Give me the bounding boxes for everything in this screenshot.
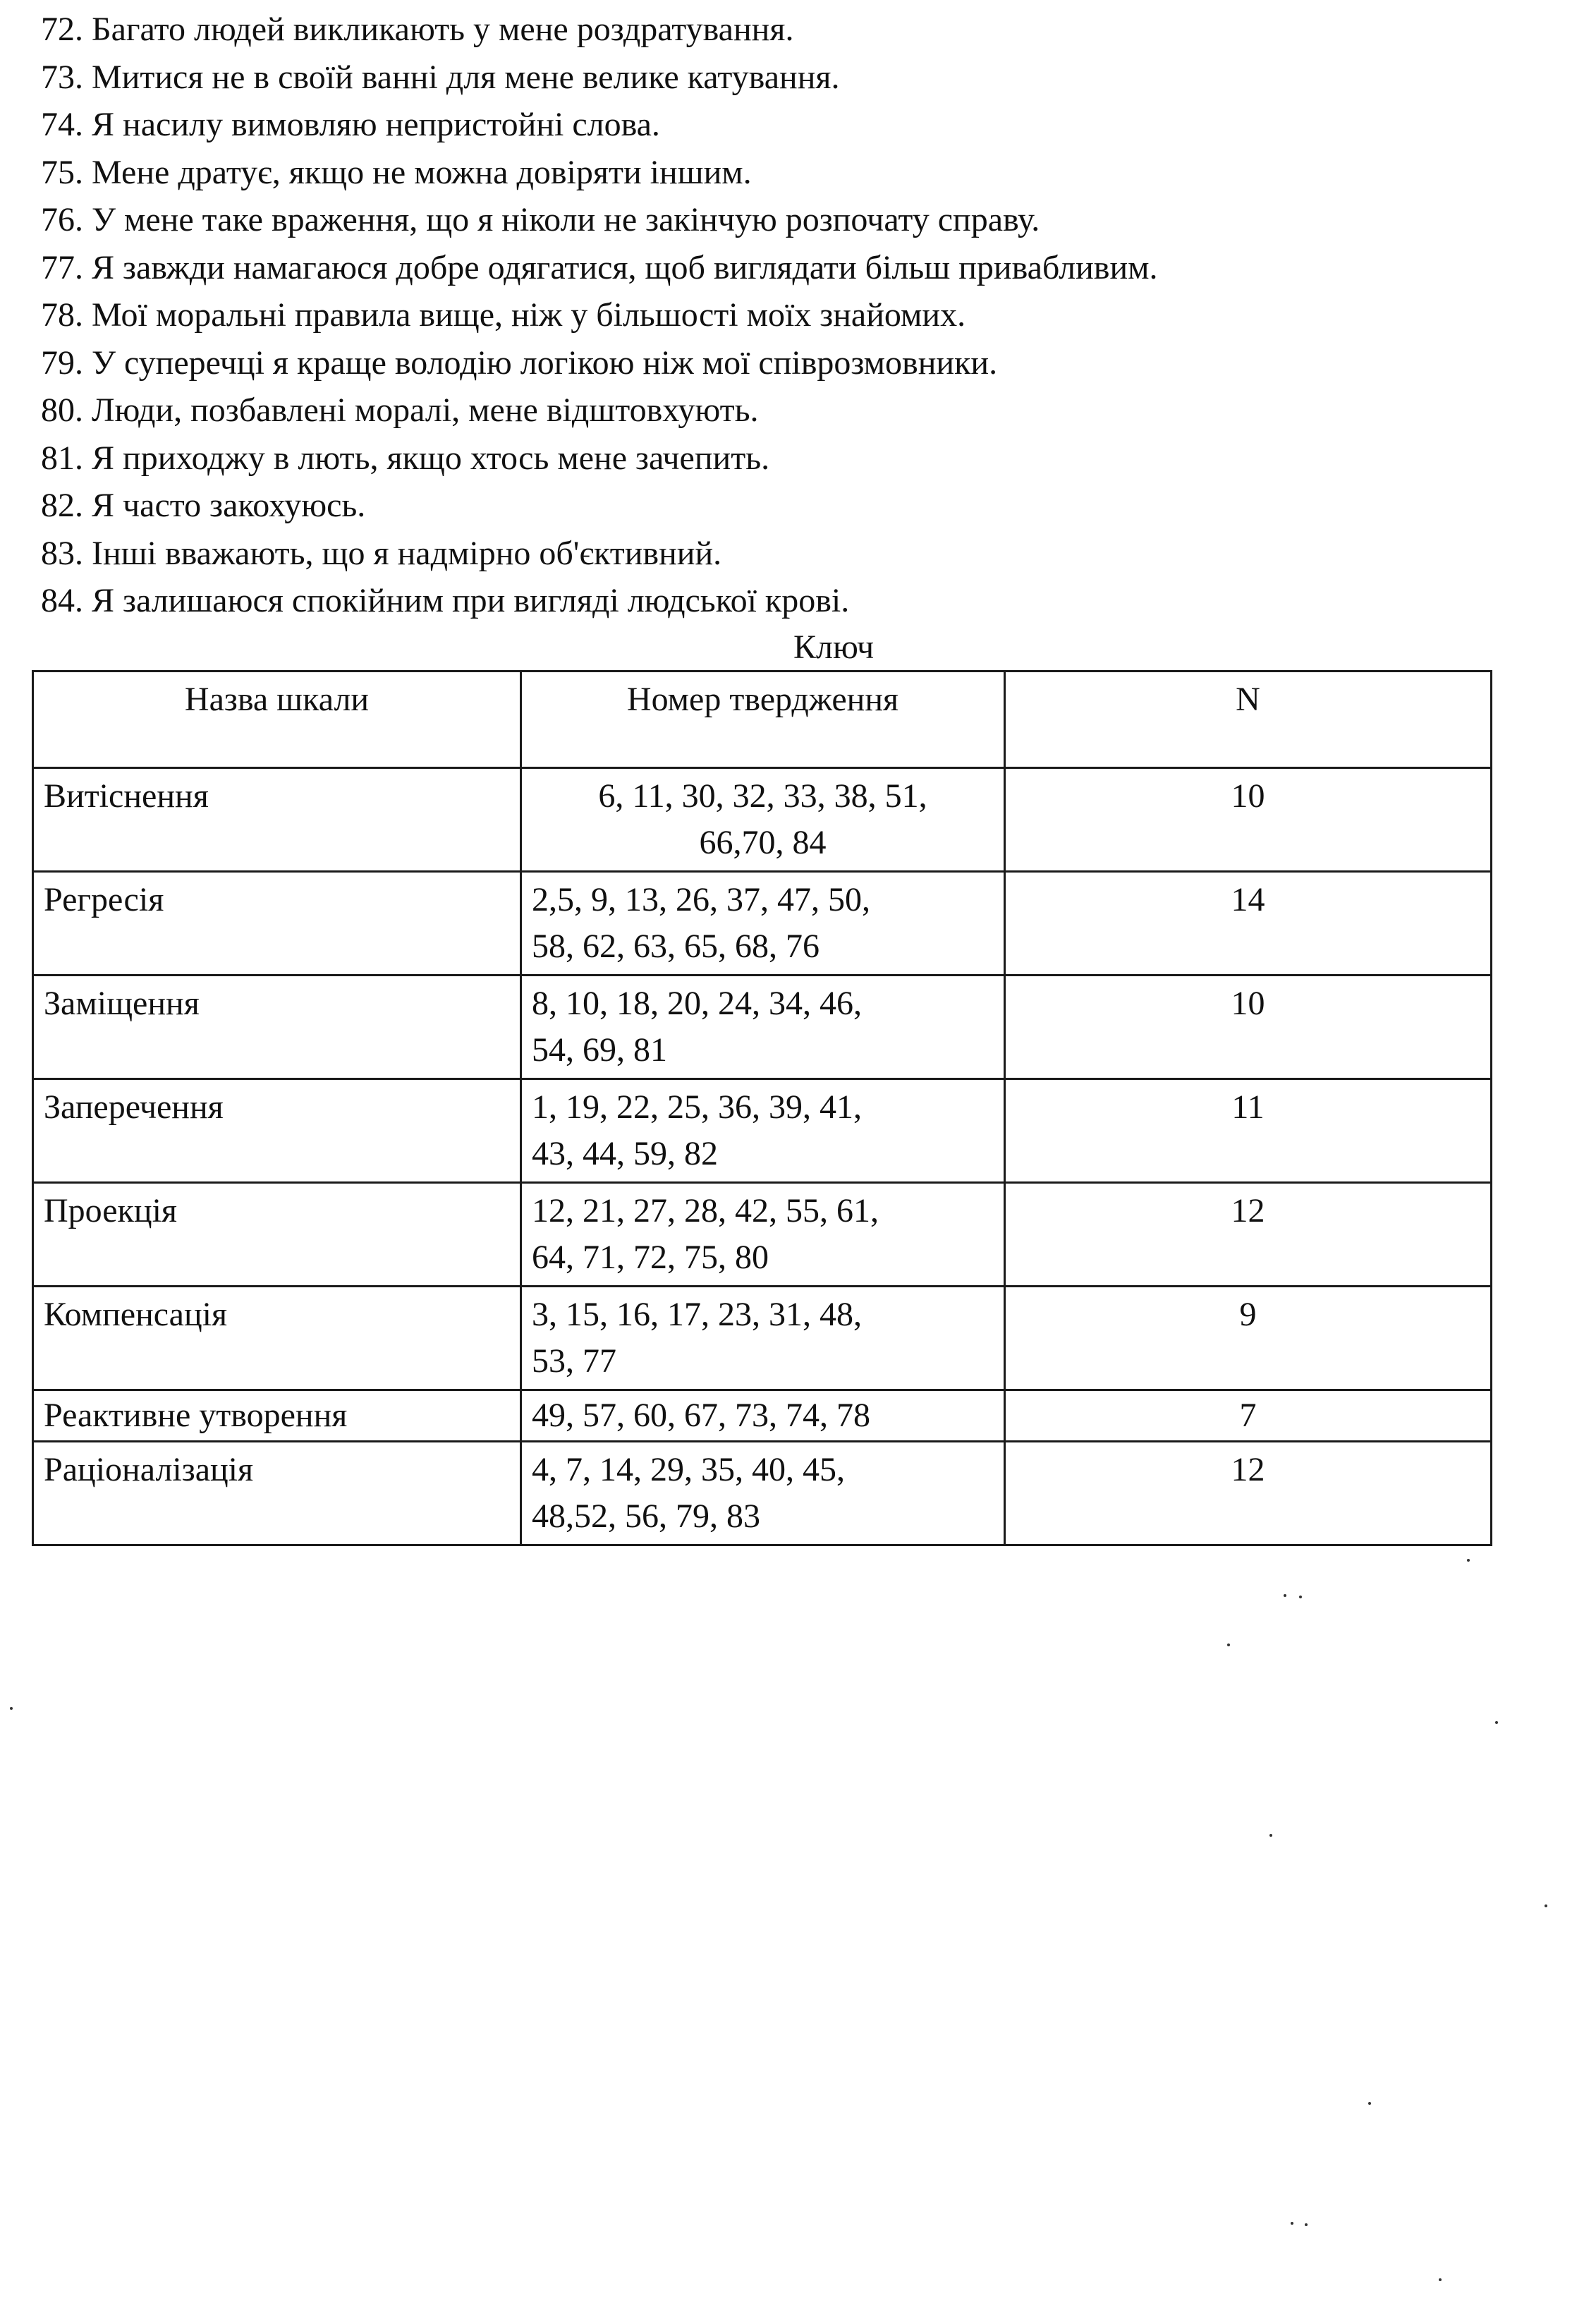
- scale-name: Реактивне утворення: [33, 1390, 521, 1442]
- item-count: 12: [1005, 1183, 1492, 1287]
- scan-speck: [1368, 2102, 1371, 2105]
- scan-speck: [1291, 2222, 1293, 2225]
- scan-speck: [1269, 1834, 1272, 1837]
- scan-speck: [1227, 1643, 1230, 1646]
- scan-speck: [1299, 1596, 1302, 1598]
- item-count: 7: [1005, 1390, 1492, 1442]
- statement-item: 73. Митися не в своїй ванні для мене велике катування.: [41, 58, 840, 96]
- statement-numbers: [521, 1390, 1005, 1442]
- scan-speck: [1284, 1594, 1286, 1597]
- statement-numbers: [521, 1183, 1005, 1287]
- scan-speck: [1495, 1721, 1498, 1724]
- header-n: N: [1005, 672, 1492, 768]
- scale-name: Заміщення: [33, 976, 521, 1079]
- statement-item: 76. У мене таке враження, що я ніколи не закінчую розпочату справу.: [41, 201, 1040, 238]
- scale-name: Заперечення: [33, 1079, 521, 1183]
- table-row: [33, 1390, 1492, 1442]
- table-row: [33, 1442, 1492, 1545]
- item-count: 10: [1005, 768, 1492, 872]
- key-table: [32, 670, 1492, 1546]
- item-count: 11: [1005, 1079, 1492, 1183]
- numbers-line: 43, 44, 59, 82: [532, 1135, 718, 1172]
- statement-numbers: [521, 1079, 1005, 1183]
- item-count: 9: [1005, 1287, 1492, 1390]
- table-row: [33, 1183, 1492, 1287]
- header-scale-name: Назва шкали: [33, 672, 521, 768]
- scan-speck: [1439, 2278, 1442, 2281]
- table-header-row: [33, 672, 1492, 768]
- statement-item: 79. У суперечці я краще володію логікою ніж мої співрозмовники.: [41, 344, 998, 382]
- statement-item: 78. Мої моральні правила вище, ніж у більшості моїх знайомих.: [41, 296, 966, 334]
- table-row: [33, 872, 1492, 976]
- statement-item: 74. Я насилу вимовляю непристойні слова.: [41, 106, 660, 143]
- statement-item: 75. Мене дратує, якщо не можна довіряти іншим.: [41, 153, 752, 191]
- statement-numbers: [521, 768, 1005, 872]
- item-count: 12: [1005, 1442, 1492, 1545]
- key-title: Ключ: [793, 628, 875, 666]
- numbers-line: 8, 10, 18, 20, 24, 34, 46,: [532, 985, 862, 1022]
- statement-numbers: [521, 1287, 1005, 1390]
- scale-name: Раціоналізація: [33, 1442, 521, 1545]
- table-row: [33, 1287, 1492, 1390]
- numbers-line: 3, 15, 16, 17, 23, 31, 48,: [532, 1296, 862, 1333]
- statement-item: 80. Люди, позбавлені моралі, мене відштовхують.: [41, 391, 759, 429]
- numbers-line: 54, 69, 81: [532, 1031, 667, 1069]
- item-count: 14: [1005, 872, 1492, 976]
- statement-item: 77. Я завжди намагаюся добре одягатися, щоб виглядати більш привабливим.: [41, 248, 1158, 286]
- statement-numbers: [521, 976, 1005, 1079]
- numbers-line: 48,52, 56, 79, 83: [532, 1497, 760, 1535]
- scan-speck: [10, 1707, 13, 1710]
- numbers-line: 58, 62, 63, 65, 68, 76: [532, 928, 820, 965]
- statement-item: 82. Я часто закохуюсь.: [41, 487, 366, 524]
- scan-speck: [1305, 2223, 1308, 2226]
- numbers-line: 2,5, 9, 13, 26, 37, 47, 50,: [532, 881, 870, 918]
- numbers-line: 4, 7, 14, 29, 35, 40, 45,: [532, 1451, 845, 1488]
- table-row: [33, 1079, 1492, 1183]
- scale-name: Регресія: [33, 872, 521, 976]
- scan-speck: [1545, 1904, 1547, 1907]
- statement-numbers: [521, 872, 1005, 976]
- table-row: [33, 976, 1492, 1079]
- numbers-line: 12, 21, 27, 28, 42, 55, 61,: [532, 1192, 879, 1229]
- scale-name: Проекція: [33, 1183, 521, 1287]
- table-row: [33, 768, 1492, 872]
- scan-speck: [1467, 1559, 1470, 1562]
- statement-item: 84. Я залишаюся спокійним при вигляді людської крові.: [41, 582, 850, 619]
- scale-name: Витіснення: [33, 768, 521, 872]
- scale-name: Компенсація: [33, 1287, 521, 1390]
- numbers-line: 1, 19, 22, 25, 36, 39, 41,: [532, 1088, 862, 1126]
- numbers-line: 6, 11, 30, 32, 33, 38, 51,: [598, 777, 927, 815]
- header-statement-numbers: Номер твердження: [521, 672, 1005, 768]
- numbers-line: 49, 57, 60, 67, 73, 74, 78: [532, 1397, 870, 1434]
- statement-list: [41, 6, 1522, 625]
- item-count: 10: [1005, 976, 1492, 1079]
- statement-item: 83. Інші вважають, що я надмірно об'єктивний.: [41, 534, 722, 572]
- numbers-line: 64, 71, 72, 75, 80: [532, 1239, 769, 1276]
- statement-item: 72. Багато людей викликають у мене роздратування.: [41, 11, 794, 48]
- statement-item: 81. Я приходжу в лють, якщо хтось мене зачепить.: [41, 439, 770, 477]
- statement-numbers: [521, 1442, 1005, 1545]
- numbers-line: 66,70, 84: [699, 824, 827, 861]
- numbers-line: 53, 77: [532, 1342, 616, 1380]
